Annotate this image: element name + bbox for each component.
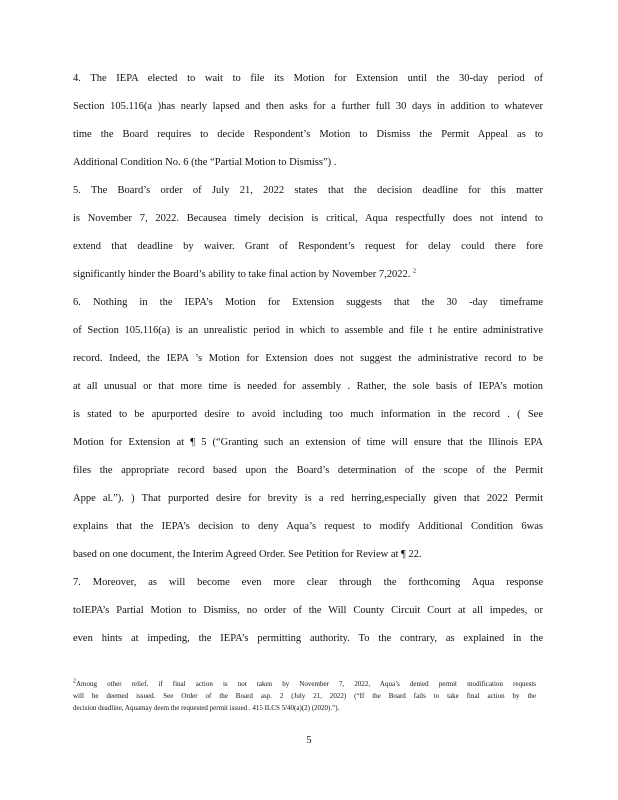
paragraph-5-line-3: extend that deadline by waiver. Grant of Respondent’s request for delay could there fore	[73, 241, 543, 252]
footnote-line-3: decision deadline, Aquamay deem the requested permit issued . 415 ILCS 5/40(a)(2) (2020).”).	[73, 704, 340, 712]
footnote-reference: 2	[413, 268, 417, 275]
paragraph-5-line-4-text: significantly hinder the Board’s ability to take final action by November 7,2022.	[73, 269, 411, 280]
paragraph-6-line-9: explains that the IEPA’s decision to deny Aqua’s request to modify Additional Condition 6was	[73, 521, 543, 532]
footnote-line-2: will be deemed issued. See Order of the Board asp. 2 (July 21, 2022) (“If the Board fails to take final action by the	[73, 692, 536, 700]
paragraph-6-line-6: Motion for Extension at ¶ 5 (“Granting such an extension of time will ensure that the Illinois EPA	[73, 437, 543, 448]
paragraph-4-line-1: 4. The IEPA elected to wait to file its Motion for Extension until the 30-day period of	[73, 73, 543, 84]
footnote-separator	[73, 671, 173, 672]
paragraph-7-line-2: toIEPA’s Partial Motion to Dismiss, no order of the Will County Circuit Court at all impedes, or	[73, 605, 543, 616]
footnote-line-1	[73, 680, 536, 689]
paragraph-4-line-2: Section 105.116(a )has nearly lapsed and then asks for a further full 30 days in addition to whatever	[73, 101, 543, 112]
paragraph-6-line-8: Appe al.”). ) That purported desire for brevity is a red herring,especially given that 2022 Permit	[73, 493, 543, 504]
paragraph-6-line-10: based on one document, the Interim Agreed Order. See Petition for Review at ¶ 22.	[73, 549, 422, 560]
paragraph-7-line-3: even hints at impeding, the IEPA’s permitting authority. To the contrary, as explained in the	[73, 633, 543, 644]
page-number: 5	[306, 735, 312, 746]
paragraph-5-line-1: 5. The Board’s order of July 21, 2022 states that the decision deadline for this matter	[73, 185, 543, 196]
footnote-marker: 2	[73, 678, 76, 685]
footnote-line-1-text: Among other relief, if final action is not taken by November 7, 2022, Aqua’s denied permit modification requests	[76, 680, 536, 688]
paragraph-4-line-3: time the Board requires to decide Respondent’s Motion to Dismiss the Permit Appeal as to	[73, 129, 543, 140]
paragraph-5-line-4	[73, 268, 473, 282]
paragraph-4-line-4: Additional Condition No. 6 (the “Partial Motion to Dismiss”) .	[73, 157, 337, 168]
paragraph-6-line-7: files the appropriate record based upon the Board’s determination of the scope of the Permit	[73, 465, 543, 476]
paragraph-6-line-1: 6. Nothing in the IEPA’s Motion for Extension suggests that the 30 -day timeframe	[73, 297, 543, 308]
paragraph-7-line-1: 7. Moreover, as will become even more clear through the forthcoming Aqua response	[73, 577, 543, 588]
paragraph-6-line-3: record. Indeed, the IEPA ’s Motion for Extension does not suggest the administrative record to be	[73, 353, 543, 364]
paragraph-6-line-4: at all unusual or that more time is needed for assembly . Rather, the sole basis of IEPA’s motion	[73, 381, 543, 392]
paragraph-6-line-5: is stated to be apurported desire to avoid including too much information in the record . ( See	[73, 409, 543, 420]
paragraph-6-line-2: of Section 105.116(a) is an unrealistic period in which to assemble and file t he entire administrative	[73, 325, 543, 336]
paragraph-5-line-2: is November 7, 2022. Becausea timely decision is critical, Aqua respectfully does not intend to	[73, 213, 543, 224]
